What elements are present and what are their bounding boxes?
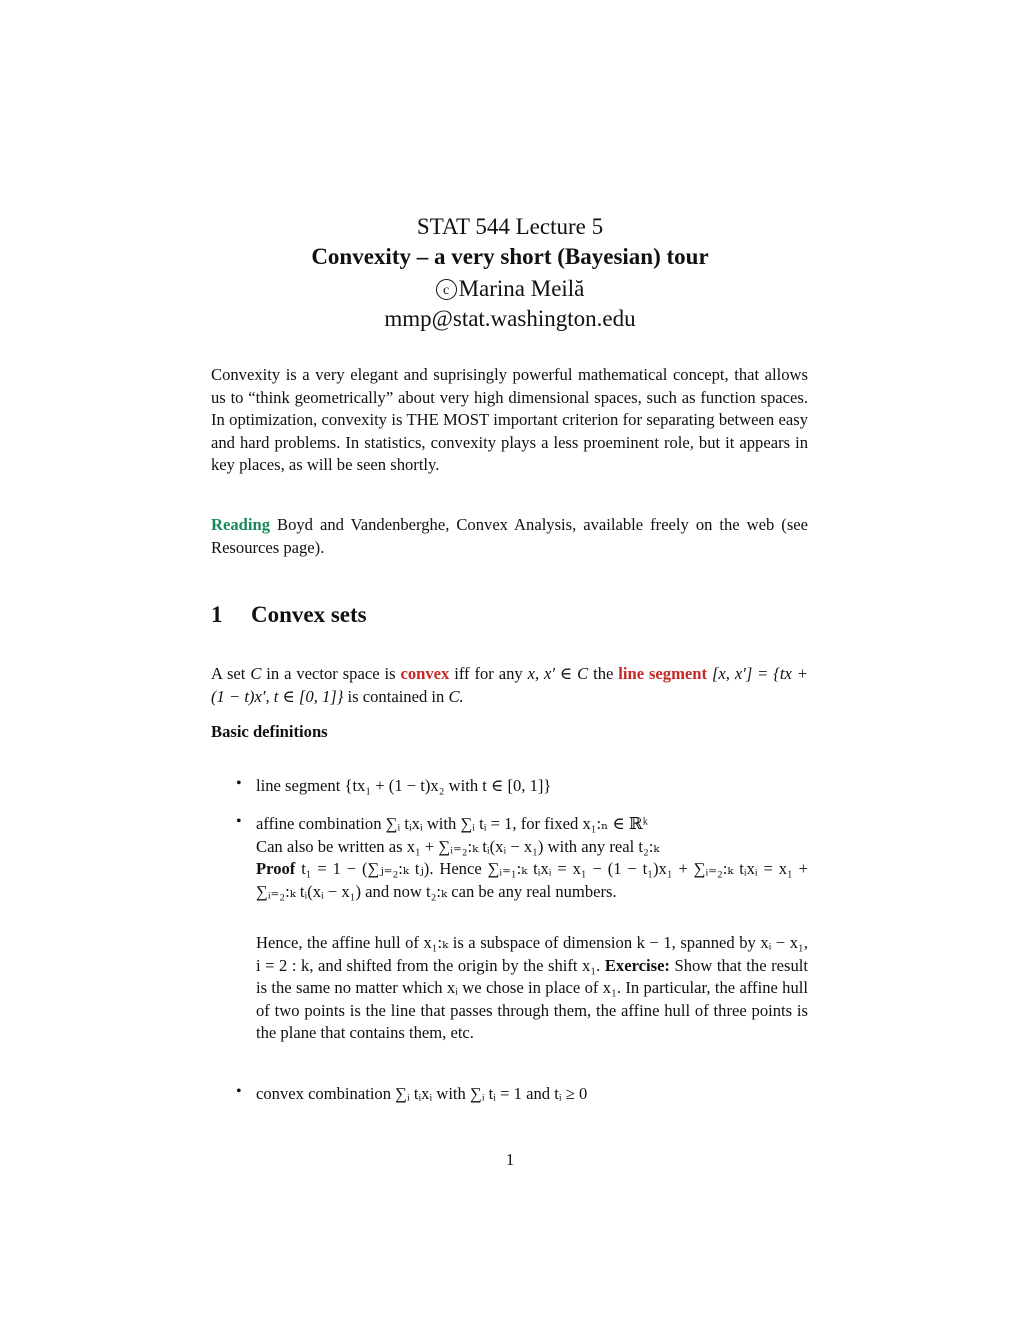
section-title: Convex sets [251, 602, 367, 627]
proof-text: t₁ = 1 − (∑ⱼ₌₂:ₖ tⱼ). Hence ∑ᵢ₌₁:ₖ tᵢxᵢ = x₁ − (1 − t₁)x₁ + ∑ᵢ₌₂:ₖ tᵢxᵢ = x₁ + ∑ᵢ₌₂:ₖ tᵢ(xᵢ − x₁) and now t₂:ₖ can be any real numbers. [256, 859, 808, 901]
reading-label: Reading [211, 515, 271, 534]
term-convex: convex [400, 664, 450, 683]
def-var: C [250, 664, 262, 683]
abstract: Convexity is a very elegant and suprisingly powerful mathematical concept, that allows us to “think geometrically” about very high dimensional spaces, such as function spaces. In optimization, convexity is THE MOST important criterion for separating between easy and hard problems. In statistics, convexity plays a less proeminent role, but it appears in key places, as will be seen shortly. [211, 365, 808, 475]
bullet-icon: • [236, 1083, 242, 1100]
def-text: A set [211, 664, 246, 683]
def-vars: x, x′ ∈ C [527, 664, 589, 683]
affine-proof [256, 858, 808, 903]
exercise-label: Exercise: [604, 955, 670, 975]
reading-paragraph [211, 514, 808, 559]
convex-definition [211, 663, 808, 708]
affine-line1: affine combination ∑ᵢ tᵢxᵢ with ∑ᵢ tᵢ = 1, for fixed x₁:ₙ ∈ ℝᵏ [256, 814, 648, 833]
affine-line2: Can also be written as x₁ + ∑ᵢ₌₂:ₖ tᵢ(xᵢ − x₁) with any real t₂:ₖ [256, 836, 660, 856]
author-line [0, 276, 1020, 302]
proof-label: Proof [256, 859, 296, 879]
copyright-icon: c [436, 279, 457, 300]
list-item-convex-combination: convex combination ∑ᵢ tᵢxᵢ with ∑ᵢ tᵢ = 1 and tᵢ ≥ 0 [256, 1084, 588, 1103]
section-heading [211, 602, 367, 628]
hull-text-a: Hence, the affine hull of x₁:ₖ is a subspace of dimension k − 1, spanned by xᵢ − x₁, i = 2 : k, and shifted from the origin by the shift x₁. [256, 933, 808, 975]
def-formula: [x, x′] = {tx + (1 − t)x′, t ∈ [0, 1]} [211, 664, 808, 706]
course-title: STAT 544 Lecture 5 [416, 214, 604, 239]
affine-hull-paragraph [256, 932, 808, 1045]
bullet-icon: • [236, 813, 242, 830]
list-item-affine [256, 813, 808, 903]
def-text: iff for any [454, 664, 523, 683]
def-var: C. [448, 686, 464, 706]
basic-definitions-heading: Basic definitions [211, 722, 328, 741]
def-text: in a vector space is [266, 664, 396, 683]
page-number: 1 [505, 1150, 515, 1169]
term-line-segment: line segment [618, 664, 708, 683]
lecture-title: Convexity – a very short (Bayesian) tour [311, 244, 709, 269]
bullet-icon: • [236, 775, 242, 792]
author-name: Marina Meilă [458, 276, 585, 301]
section-number: 1 [211, 602, 223, 627]
def-text: is contained in [347, 686, 445, 706]
list-item-line-segment: line segment {tx₁ + (1 − t)x₂ with t ∈ [0, 1]} [256, 776, 552, 795]
author-email: mmp@stat.washington.edu [384, 306, 636, 331]
def-text: the [593, 664, 614, 683]
hull-text-b: Show that the result is the same no matter which xᵢ we chose in place of x₁. In particular, the affine hull of two points is the line that passes through them, the affine hull of three points is the plane that contains them, etc. [256, 955, 808, 1043]
reading-text: Boyd and Vandenberghe, Convex Analysis, available freely on the web (see Resources page). [211, 515, 809, 557]
